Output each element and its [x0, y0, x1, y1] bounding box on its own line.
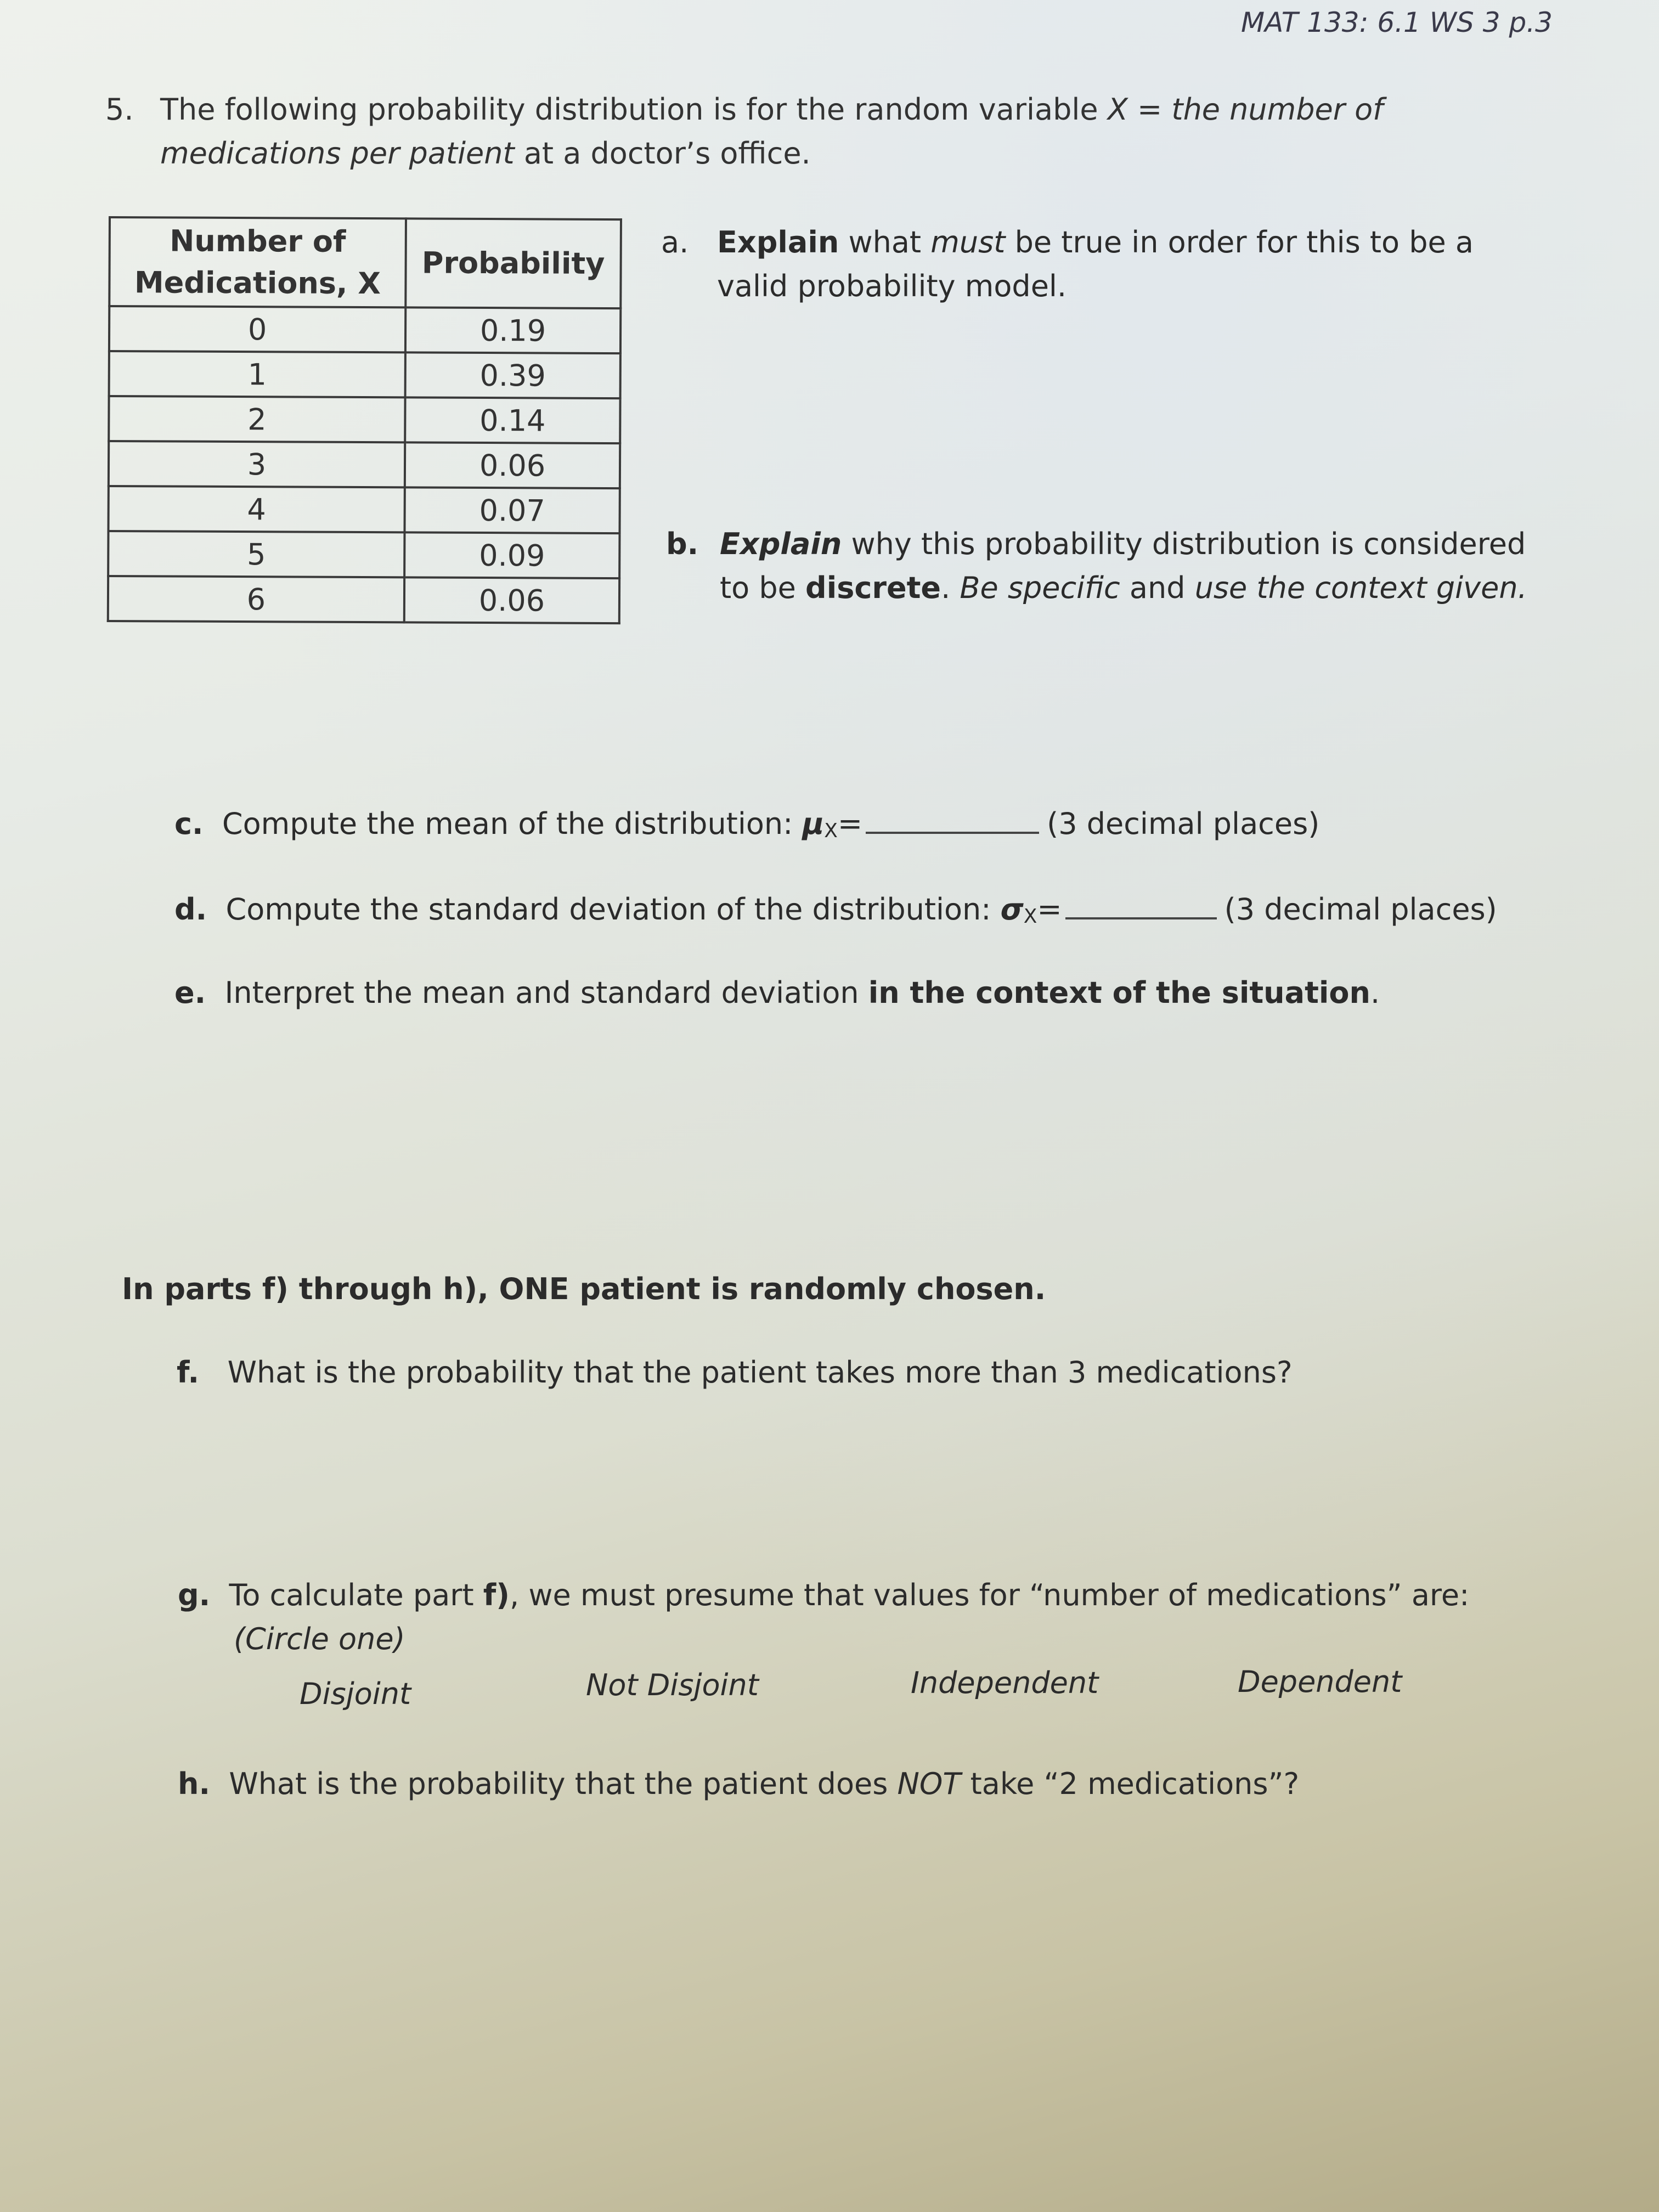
table-row — [109, 441, 620, 488]
column-header-probability: Probability — [405, 218, 621, 308]
part-h-label: h. — [178, 1767, 210, 1801]
part-a-line2: valid probability model. — [717, 269, 1067, 303]
stem-text: The following probability distribution is for the random variable — [160, 92, 1108, 127]
sigma-subscript: X — [1023, 905, 1037, 928]
cell-x: 0 — [109, 306, 405, 352]
table-row — [108, 531, 619, 578]
part-b-text2: to be — [720, 571, 806, 605]
part-e — [174, 975, 1380, 1010]
part-g-text: To calculate part — [229, 1578, 483, 1612]
table-row — [109, 396, 620, 443]
part-d-text: Compute the standard deviation of the distribution: — [225, 892, 1001, 927]
part-d-label: d. — [174, 892, 207, 927]
cell-x: 5 — [108, 531, 404, 577]
cell-probability: 0.06 — [405, 442, 620, 488]
table-row — [108, 486, 619, 533]
part-b-bold-italic: Explain — [720, 527, 842, 561]
stem-text-cont: at a doctor’s office. — [514, 136, 811, 171]
question-number: 5. — [105, 92, 134, 127]
part-b-bold: discrete — [805, 571, 941, 605]
part-b-italic1: Be specific — [960, 571, 1120, 605]
part-g-label: g. — [178, 1578, 211, 1612]
page-header: MAT 133: 6.1 WS 3 p.3 — [1241, 7, 1553, 38]
cell-probability: 0.19 — [405, 307, 620, 353]
part-b-text4: and — [1120, 571, 1195, 605]
equals-sign: = — [1037, 892, 1062, 927]
sigma-symbol: σ — [1000, 892, 1024, 927]
part-g-bold: f) — [483, 1578, 510, 1612]
part-b-text3: . — [941, 571, 960, 605]
part-f-text: What is the probability that the patient takes more than 3 medications? — [227, 1355, 1293, 1390]
part-b-line2 — [720, 571, 1527, 605]
part-b-italic2: use the context given. — [1194, 571, 1527, 605]
table-row — [109, 306, 620, 353]
option-dependent[interactable]: Dependent — [1238, 1664, 1402, 1699]
cell-probability: 0.14 — [405, 397, 620, 443]
part-a-text2: be true in order for this to be a — [1005, 225, 1474, 259]
table-row — [108, 576, 619, 623]
cell-probability: 0.07 — [404, 487, 619, 533]
cell-x: 2 — [109, 396, 405, 442]
mu-symbol: μ — [802, 806, 825, 841]
cell-x: 1 — [109, 351, 405, 397]
stem-variable-cont: medications per patient — [160, 136, 515, 171]
part-a-italic: must — [930, 225, 1006, 259]
part-b-label: b. — [666, 527, 699, 561]
part-e-label: e. — [174, 975, 206, 1010]
column-header-x-line1: Number of — [170, 223, 346, 259]
stem-variable: X = the number of — [1107, 92, 1384, 127]
part-g-line1 — [178, 1578, 1469, 1612]
part-g-line2: (Circle one) — [234, 1622, 405, 1656]
column-header-x — [109, 217, 406, 307]
equals-sign: = — [837, 806, 863, 841]
question-stem-line1 — [160, 92, 1383, 127]
cell-probability: 0.39 — [405, 352, 620, 398]
part-c-label: c. — [174, 806, 204, 841]
question-stem-line2 — [160, 136, 811, 171]
part-g-text2: , we must presume that values for “number of medications” are: — [509, 1578, 1470, 1612]
part-f-label: f. — [177, 1355, 200, 1390]
option-independent[interactable]: Independent — [911, 1666, 1099, 1700]
part-a-bold: Explain — [717, 225, 839, 259]
part-e-end: . — [1370, 975, 1380, 1010]
part-d — [174, 892, 1497, 928]
table-row — [109, 351, 620, 398]
table-header-row — [109, 217, 621, 308]
option-disjoint[interactable]: Disjoint — [300, 1677, 411, 1711]
cell-x: 3 — [109, 441, 405, 487]
part-f — [177, 1355, 1293, 1390]
part-c — [174, 806, 1319, 842]
part-d-suffix: (3 decimal places) — [1224, 892, 1497, 927]
part-h — [178, 1767, 1299, 1801]
part-e-text: Interpret the mean and standard deviation — [224, 975, 868, 1010]
sd-answer-blank[interactable] — [1065, 895, 1217, 919]
mean-answer-blank[interactable] — [866, 810, 1039, 834]
column-header-x-line2: Medications, X — [134, 265, 381, 301]
part-b-line1 — [720, 527, 1526, 561]
option-not-disjoint[interactable]: Not Disjoint — [586, 1668, 759, 1702]
part-h-italic: NOT — [897, 1767, 961, 1801]
cell-x: 4 — [108, 486, 404, 532]
cell-x: 6 — [108, 576, 404, 622]
cell-probability: 0.09 — [404, 532, 619, 578]
part-e-bold: in the context of the situation — [868, 975, 1370, 1010]
part-a-label: a. — [661, 225, 689, 259]
part-a-text: what — [839, 225, 931, 259]
probability-table — [107, 216, 622, 624]
part-h-text: What is the probability that the patient does — [229, 1767, 898, 1801]
cell-probability: 0.06 — [404, 577, 619, 623]
part-h-text2: take “2 medications”? — [961, 1767, 1300, 1801]
part-c-text: Compute the mean of the distribution: — [222, 806, 803, 841]
part-a-line1 — [717, 225, 1474, 259]
part-c-suffix: (3 decimal places) — [1047, 806, 1320, 841]
section-intro: In parts f) through h), ONE patient is randomly chosen. — [122, 1272, 1046, 1306]
part-b-text: why this probability distribution is considered — [842, 527, 1526, 561]
mu-subscript: X — [824, 820, 838, 842]
